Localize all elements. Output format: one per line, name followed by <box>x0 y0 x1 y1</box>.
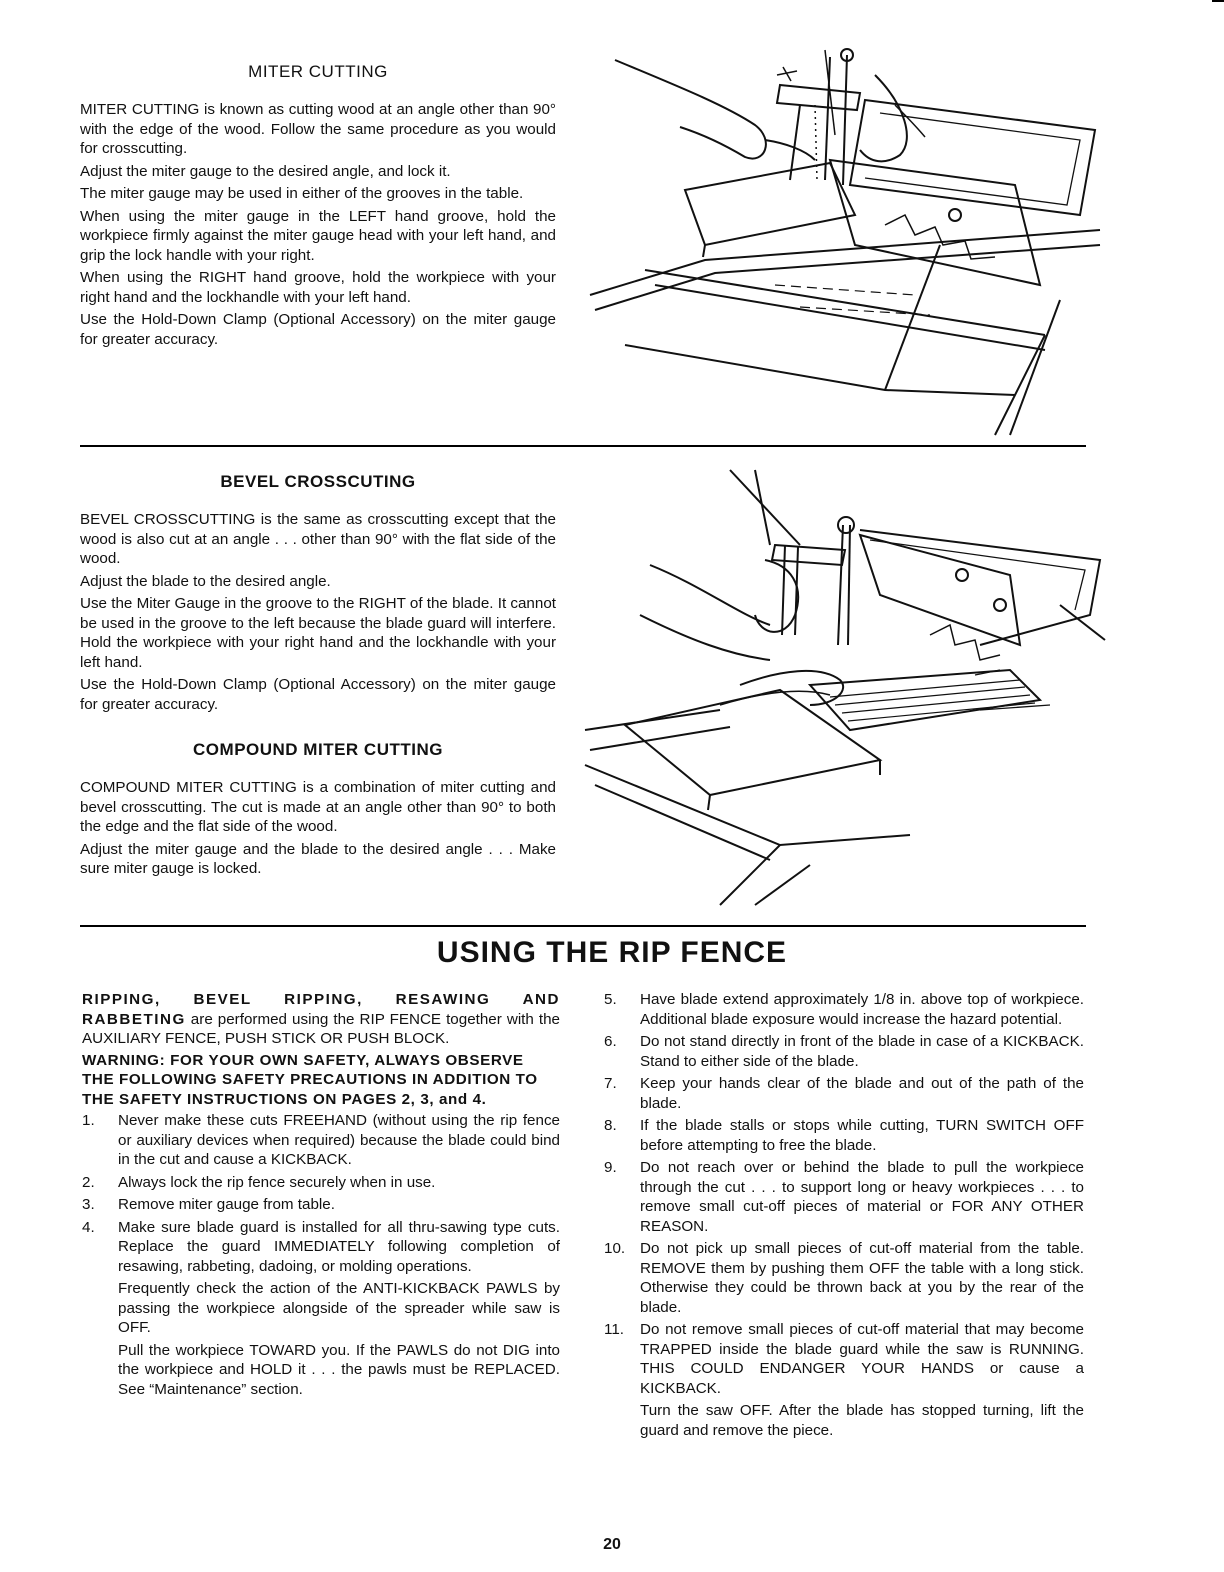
miter-paragraph: The miter gauge may be used in either of the grooves in the table. <box>80 185 524 202</box>
page-edge-mark <box>1212 0 1224 8</box>
section-divider <box>80 445 1086 447</box>
list-item <box>604 1074 1084 1113</box>
miter-section <box>80 62 556 352</box>
page-number: 20 <box>603 1536 621 1553</box>
step-text: Never make these cuts FREEHAND (without using the rip fence or auxiliary devices when required) because the blade could bind in the cut and cause a KICKBACK. <box>118 1112 560 1168</box>
list-item <box>604 1032 1084 1071</box>
bevel-crosscut-illustration <box>580 465 1115 910</box>
miter-paragraph: Use the Hold-Down Clamp (Optional Accessory) on the miter gauge for greater accuracy. <box>80 311 556 348</box>
rip-intro-bold: RIPPING, BEVEL RIPPING, RESAWING AND RABBETING <box>82 991 560 1028</box>
step-number: 6. <box>604 1033 617 1050</box>
rip-left-column <box>82 990 560 1402</box>
bevel-paragraph: Use the Hold-Down Clamp (Optional Accessory) on the miter gauge for greater accuracy. <box>80 676 556 713</box>
step-text: Do not stand directly in front of the blade in case of a KICKBACK. Stand to either side of the blade. <box>640 1033 1084 1070</box>
list-item <box>82 1218 560 1400</box>
step-continuation: Turn the saw OFF. After the blade has stopped turning, lift the guard and remove the piece. <box>640 1402 1084 1439</box>
compound-section <box>80 740 556 882</box>
list-item <box>604 990 1084 1029</box>
step-number: 8. <box>604 1117 617 1134</box>
step-number: 11. <box>604 1321 624 1338</box>
bevel-paragraph: Use the Miter Gauge in the groove to the RIGHT of the blade. It cannot be used in the groove to the left because the blade guard will interfere. Hold the workpiece with your right hand and the lockhandle with your left hand. <box>80 595 556 671</box>
step-text: Keep your hands clear of the blade and out of the path of the blade. <box>640 1075 1084 1112</box>
miter-cutting-illustration <box>585 45 1115 440</box>
step-number: 10. <box>604 1240 626 1257</box>
list-item <box>604 1116 1084 1155</box>
rip-fence-title: USING THE RIP FENCE <box>436 936 788 969</box>
step-text: Do not remove small pieces of cut-off material that may become TRAPPED inside the blade guard while the saw is RUNNING. THIS COULD ENDANGER YOUR HANDS or cause a KICKBACK. <box>640 1321 1084 1397</box>
step-number: 9. <box>604 1159 617 1176</box>
rip-intro-text: are performed using the RIP FENCE together with the AUXILIARY FENCE, PUSH STICK OR PUSH BLOCK. <box>82 1010 560 1047</box>
list-item <box>82 1173 560 1193</box>
step-number: 2. <box>82 1173 95 1191</box>
step-continuation: Frequently check the action of the ANTI-KICKBACK PAWLS by passing the workpiece alongside of the spreader while saw is OFF. <box>118 1280 560 1336</box>
step-number: 3. <box>82 1196 95 1213</box>
rip-intro <box>82 990 560 1049</box>
list-item <box>82 1111 560 1170</box>
step-number: 7. <box>604 1075 617 1092</box>
list-item <box>604 1320 1084 1440</box>
bevel-paragraph: BEVEL CROSSCUTTING is the same as crosscutting except that the wood is also cut at an angle . . . other than 90° with the flat side of the wood. <box>80 511 556 567</box>
rip-right-column <box>604 990 1084 1443</box>
bevel-title: BEVEL CROSSCUTING <box>220 472 416 491</box>
step-number: 4. <box>82 1218 95 1236</box>
step-text: Do not pick up small pieces of cut-off material from the table. REMOVE them by pushing them OFF the table with a long stick. Otherwise they could be thrown back at you by the rear of the blade. <box>640 1240 1084 1316</box>
step-text: Always lock the rip fence securely when in use. <box>118 1173 436 1191</box>
bevel-section <box>80 472 556 717</box>
step-text: If the blade stalls or stops while cutting, TURN SWITCH OFF before attempting to free the blade. <box>640 1117 1084 1154</box>
list-item <box>604 1158 1084 1236</box>
step-continuation: Pull the workpiece TOWARD you. If the PAWLS do not DIG into the workpiece and HOLD it . . . the pawls must be REPLACED. See “Maintenance” section. <box>118 1341 560 1398</box>
step-text: Make sure blade guard is installed for all thru-sawing type cuts. Replace the guard IMMEDIATELY following completion of resawing, rabbeting, dadoing, or molding operations. <box>118 1218 560 1275</box>
step-number: 5. <box>604 991 617 1008</box>
rip-steps-list <box>604 990 1084 1440</box>
bevel-paragraph: Adjust the blade to the desired angle. <box>80 572 331 590</box>
miter-title: MITER CUTTING <box>248 62 388 81</box>
miter-paragraph: MITER CUTTING is known as cutting wood at an angle other than 90° with the edge of the wood. Follow the same procedure as you would for crosscutting. <box>80 101 556 157</box>
rip-warning: WARNING: FOR YOUR OWN SAFETY, ALWAYS OBSERVE THE FOLLOWING SAFETY PRECAUTIONS IN ADDITION TO THE SAFETY INSTRUCTIONS ON PAGES 2, 3, and 4. <box>82 1051 538 1108</box>
compound-paragraph: COMPOUND MITER CUTTING is a combination of miter cutting and bevel crosscutting. The cut is made at an angle other than 90° to both the edge and the flat side of the wood. <box>80 779 556 835</box>
step-text: Do not reach over or behind the blade to pull the workpiece through the cut . . . to support long or heavy workpieces . . . to remove small cut-off pieces of material or FOR ANY OTHER REASON. <box>640 1159 1084 1235</box>
section-divider <box>80 925 1086 927</box>
step-text: Have blade extend approximately 1/8 in. above top of workpiece. Additional blade exposure would increase the hazard potential. <box>640 991 1084 1028</box>
compound-title: COMPOUND MITER CUTTING <box>193 740 443 759</box>
list-item <box>604 1239 1084 1317</box>
miter-paragraph: Adjust the miter gauge to the desired angle, and lock it. <box>80 162 451 180</box>
compound-paragraph: Adjust the miter gauge and the blade to the desired angle . . . Make sure miter gauge is locked. <box>80 840 556 877</box>
miter-paragraph: When using the miter gauge in the LEFT hand groove, hold the workpiece firmly against the miter gauge head with your left hand, and grip the lock handle with your right. <box>80 207 556 264</box>
step-text: Remove miter gauge from table. <box>118 1196 335 1213</box>
miter-paragraph: When using the RIGHT hand groove, hold the workpiece with your right hand and the lockhandle with your left hand. <box>80 269 556 306</box>
rip-steps-list <box>82 1111 560 1399</box>
step-number: 1. <box>82 1112 95 1129</box>
list-item <box>82 1195 560 1215</box>
